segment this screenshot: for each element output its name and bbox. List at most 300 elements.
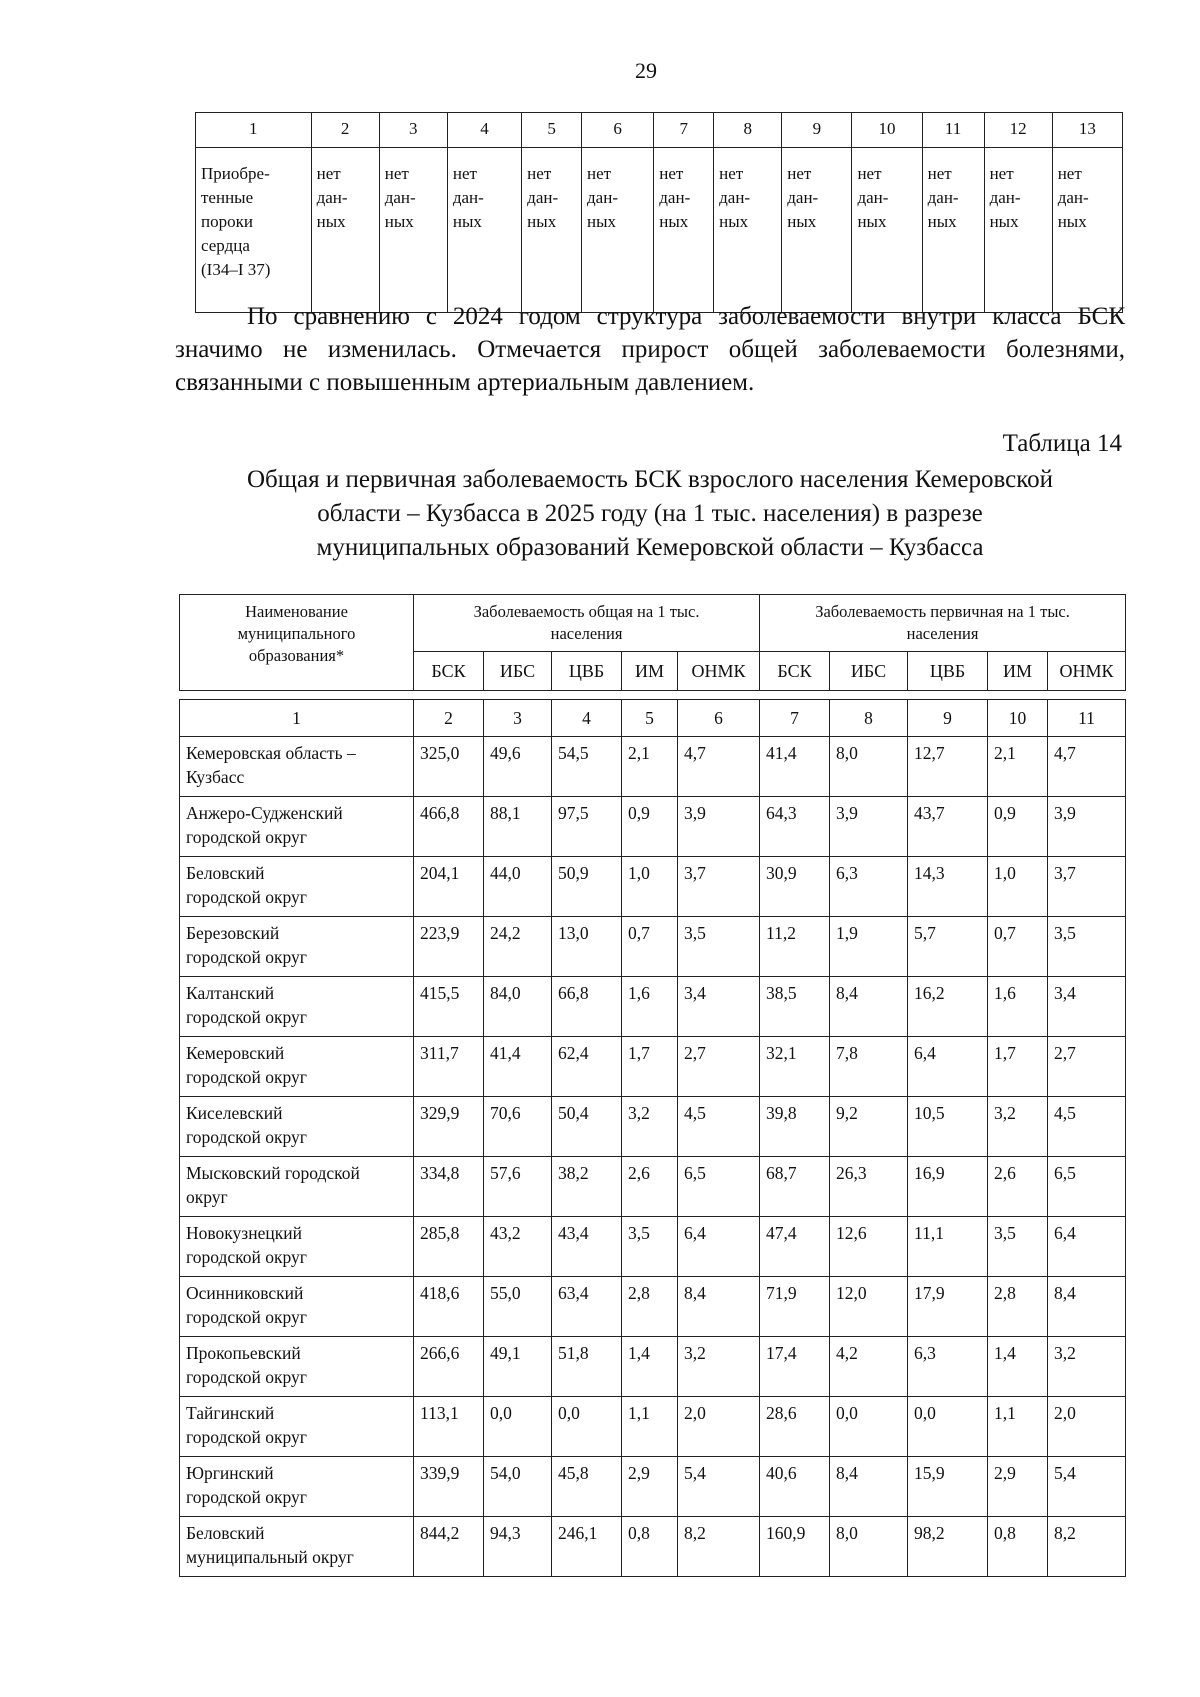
value-cell: 43,2 xyxy=(484,1217,552,1277)
no-data-line: нет xyxy=(587,164,612,183)
value-cell: 3,4 xyxy=(678,977,760,1037)
continuation-data-row xyxy=(196,148,1123,313)
name-line: Беловский xyxy=(186,1523,265,1543)
value-cell: 1,1 xyxy=(988,1397,1048,1457)
value-cell: 7,8 xyxy=(830,1037,908,1097)
value-cell: 16,2 xyxy=(908,977,988,1037)
no-data-line: нет xyxy=(659,164,684,183)
no-data-cell xyxy=(379,148,447,313)
value-cell: 3,7 xyxy=(678,857,760,917)
header-name-column xyxy=(180,595,414,691)
page-number: 29 xyxy=(635,58,657,83)
no-data-line: ных xyxy=(527,212,557,231)
value-cell: 5,7 xyxy=(908,917,988,977)
header-line: муниципального xyxy=(237,624,356,643)
value-cell: 0,0 xyxy=(908,1397,988,1457)
value-cell: 3,9 xyxy=(830,797,908,857)
table-row xyxy=(180,1397,1126,1457)
value-cell: 84,0 xyxy=(484,977,552,1037)
no-data-line: нет xyxy=(384,164,409,183)
no-data-line: дан- xyxy=(316,188,348,207)
name-line: городской округ xyxy=(186,1067,307,1087)
name-line: муниципальный округ xyxy=(186,1547,354,1567)
value-cell: 1,0 xyxy=(622,857,678,917)
header-line: населения xyxy=(906,624,979,643)
name-line: городской округ xyxy=(186,947,307,967)
value-cell: 4,7 xyxy=(678,737,760,797)
value-cell: 2,1 xyxy=(622,737,678,797)
value-cell: 49,6 xyxy=(484,737,552,797)
value-cell: 10,5 xyxy=(908,1097,988,1157)
table-row xyxy=(180,1457,1126,1517)
subcol-header: ИБС xyxy=(830,652,908,691)
value-cell: 5,4 xyxy=(1048,1457,1126,1517)
table-row xyxy=(180,1157,1126,1217)
value-cell: 1,6 xyxy=(988,977,1048,1037)
value-cell: 8,4 xyxy=(830,1457,908,1517)
col-number: 9 xyxy=(782,113,852,148)
municipality-name xyxy=(180,1337,414,1397)
value-cell: 8,2 xyxy=(1048,1517,1126,1577)
name-line: Осинниковский xyxy=(186,1283,304,1303)
table-row xyxy=(180,797,1126,857)
value-cell: 14,3 xyxy=(908,857,988,917)
no-data-line: дан- xyxy=(452,188,484,207)
label-line: тенные xyxy=(201,188,254,207)
value-cell: 57,6 xyxy=(484,1157,552,1217)
col-number: 8 xyxy=(830,700,908,737)
continuation-number-row xyxy=(196,113,1123,148)
value-cell: 64,3 xyxy=(760,797,830,857)
name-line: Кузбасс xyxy=(186,767,245,787)
name-line: Березовский xyxy=(186,923,280,943)
municipality-name xyxy=(180,1517,414,1577)
value-cell: 17,9 xyxy=(908,1277,988,1337)
value-cell: 1,7 xyxy=(622,1037,678,1097)
table-row xyxy=(180,1517,1126,1577)
value-cell: 325,0 xyxy=(414,737,484,797)
value-cell: 45,8 xyxy=(552,1457,622,1517)
table-row xyxy=(180,1217,1126,1277)
col-number: 8 xyxy=(714,113,782,148)
value-cell: 1,0 xyxy=(988,857,1048,917)
table-row xyxy=(180,977,1126,1037)
value-cell: 466,8 xyxy=(414,797,484,857)
no-data-cell xyxy=(714,148,782,313)
value-cell: 41,4 xyxy=(760,737,830,797)
no-data-line: ных xyxy=(452,212,482,231)
value-cell: 39,8 xyxy=(760,1097,830,1157)
value-cell: 8,0 xyxy=(830,1517,908,1577)
col-number: 3 xyxy=(379,113,447,148)
value-cell: 339,9 xyxy=(414,1457,484,1517)
municipality-name xyxy=(180,1277,414,1337)
value-cell: 17,4 xyxy=(760,1337,830,1397)
name-line: городской округ xyxy=(186,1127,307,1147)
value-cell: 71,9 xyxy=(760,1277,830,1337)
no-data-cell xyxy=(522,148,582,313)
body-paragraph: По сравнению с 2024 годом структура заболеваемости внутри класса БСК значимо не изменилась. Отмечается прирост общей заболеваемости болезнями, связанными с повышенным артериальным давлением. xyxy=(175,303,1125,396)
value-cell: 66,8 xyxy=(552,977,622,1037)
value-cell: 1,4 xyxy=(988,1337,1048,1397)
value-cell: 0,7 xyxy=(622,917,678,977)
value-cell: 3,5 xyxy=(678,917,760,977)
name-line: округ xyxy=(186,1187,228,1207)
no-data-line: дан- xyxy=(587,188,618,207)
value-cell: 11,1 xyxy=(908,1217,988,1277)
no-data-line: дан- xyxy=(719,188,751,207)
value-cell: 11,2 xyxy=(760,917,830,977)
caption-line: области – Кузбасса в 2025 году (на 1 тыс. населения) в разрезе xyxy=(317,500,983,527)
value-cell: 1,7 xyxy=(988,1037,1048,1097)
name-line: Тайгинский xyxy=(186,1403,275,1423)
no-data-line: ных xyxy=(659,212,689,231)
label-line: сердца xyxy=(201,236,250,255)
no-data-line: ных xyxy=(857,212,887,231)
no-data-line: нет xyxy=(1057,164,1082,183)
name-line: Прокопьевский xyxy=(186,1343,301,1363)
value-cell: 54,0 xyxy=(484,1457,552,1517)
value-cell: 50,4 xyxy=(552,1097,622,1157)
name-line: городской округ xyxy=(186,1307,307,1327)
value-cell: 6,5 xyxy=(678,1157,760,1217)
label-line: Приобре- xyxy=(201,164,270,183)
col-number: 12 xyxy=(984,113,1052,148)
column-number-row xyxy=(180,700,1126,737)
value-cell: 6,4 xyxy=(1048,1217,1126,1277)
municipality-name xyxy=(180,1217,414,1277)
no-data-line: ных xyxy=(587,212,617,231)
value-cell: 223,9 xyxy=(414,917,484,977)
value-cell: 4,5 xyxy=(678,1097,760,1157)
col-number: 7 xyxy=(654,113,714,148)
caption-line: муниципальных образований Кемеровской области – Кузбасса xyxy=(316,534,984,561)
col-number: 2 xyxy=(414,700,484,737)
value-cell: 49,1 xyxy=(484,1337,552,1397)
value-cell: 0,8 xyxy=(988,1517,1048,1577)
col-number: 1 xyxy=(180,700,414,737)
table-caption xyxy=(185,463,1115,565)
no-data-line: ных xyxy=(787,212,817,231)
subcol-header: ОНМК xyxy=(678,652,760,691)
no-data-line: ных xyxy=(719,212,749,231)
continuation-table xyxy=(195,112,1123,313)
col-number: 6 xyxy=(582,113,654,148)
value-cell: 0,9 xyxy=(988,797,1048,857)
value-cell: 3,2 xyxy=(988,1097,1048,1157)
name-line: городской округ xyxy=(186,1487,307,1507)
col-number: 5 xyxy=(522,113,582,148)
value-cell: 68,7 xyxy=(760,1157,830,1217)
table-row xyxy=(180,1337,1126,1397)
no-data-line: ных xyxy=(1057,212,1087,231)
subcol-header: ИМ xyxy=(988,652,1048,691)
header-line: Заболеваемость первичная на 1 тыс. xyxy=(815,602,1070,621)
name-line: городской округ xyxy=(186,1007,307,1027)
value-cell: 88,1 xyxy=(484,797,552,857)
name-line: Беловский xyxy=(186,863,265,883)
name-line: Калтанский xyxy=(186,983,275,1003)
value-cell: 0,9 xyxy=(622,797,678,857)
value-cell: 38,5 xyxy=(760,977,830,1037)
value-cell: 55,0 xyxy=(484,1277,552,1337)
value-cell: 6,3 xyxy=(908,1337,988,1397)
label-line: пороки xyxy=(201,212,253,231)
caption-line: Общая и первичная заболеваемость БСК взрослого населения Кемеровской xyxy=(246,466,1053,493)
value-cell: 266,6 xyxy=(414,1337,484,1397)
value-cell: 0,0 xyxy=(830,1397,908,1457)
value-cell: 6,4 xyxy=(678,1217,760,1277)
municipality-name xyxy=(180,857,414,917)
value-cell: 94,3 xyxy=(484,1517,552,1577)
value-cell: 2,0 xyxy=(1048,1397,1126,1457)
col-number: 2 xyxy=(311,113,379,148)
no-data-line: дан- xyxy=(659,188,691,207)
value-cell: 6,3 xyxy=(830,857,908,917)
value-cell: 28,6 xyxy=(760,1397,830,1457)
value-cell: 51,8 xyxy=(552,1337,622,1397)
data-table xyxy=(179,699,1126,1577)
value-cell: 2,8 xyxy=(988,1277,1048,1337)
value-cell: 311,7 xyxy=(414,1037,484,1097)
municipality-name xyxy=(180,1097,414,1157)
label-line: (I34–I 37) xyxy=(201,260,271,279)
value-cell: 8,4 xyxy=(678,1277,760,1337)
table-row xyxy=(180,917,1126,977)
name-line: Анжеро-Судженский xyxy=(186,803,343,823)
value-cell: 844,2 xyxy=(414,1517,484,1577)
col-number: 1 xyxy=(196,113,312,148)
header-group-total xyxy=(414,595,760,652)
no-data-line: нет xyxy=(927,164,952,183)
value-cell: 1,1 xyxy=(622,1397,678,1457)
municipality-name xyxy=(180,917,414,977)
name-line: Киселевский xyxy=(186,1103,283,1123)
value-cell: 2,8 xyxy=(622,1277,678,1337)
col-number: 11 xyxy=(1048,700,1126,737)
no-data-line: нет xyxy=(989,164,1014,183)
no-data-cell xyxy=(311,148,379,313)
value-cell: 3,5 xyxy=(622,1217,678,1277)
value-cell: 3,5 xyxy=(988,1217,1048,1277)
value-cell: 3,4 xyxy=(1048,977,1126,1037)
municipality-name xyxy=(180,1457,414,1517)
value-cell: 329,9 xyxy=(414,1097,484,1157)
value-cell: 1,4 xyxy=(622,1337,678,1397)
name-line: Мысковский городской xyxy=(186,1163,360,1183)
value-cell: 41,4 xyxy=(484,1037,552,1097)
value-cell: 0,7 xyxy=(988,917,1048,977)
value-cell: 2,0 xyxy=(678,1397,760,1457)
subcol-header: ЦВБ xyxy=(908,652,988,691)
value-cell: 418,6 xyxy=(414,1277,484,1337)
value-cell: 246,1 xyxy=(552,1517,622,1577)
no-data-line: нет xyxy=(719,164,744,183)
value-cell: 285,8 xyxy=(414,1217,484,1277)
value-cell: 15,9 xyxy=(908,1457,988,1517)
no-data-cell xyxy=(922,148,984,313)
header-group-primary xyxy=(760,595,1126,652)
value-cell: 2,9 xyxy=(988,1457,1048,1517)
table-row xyxy=(180,1037,1126,1097)
value-cell: 2,1 xyxy=(988,737,1048,797)
no-data-cell xyxy=(852,148,922,313)
value-cell: 8,2 xyxy=(678,1517,760,1577)
table-number: Таблица 14 xyxy=(1002,430,1122,457)
no-data-cell xyxy=(582,148,654,313)
data-table-body xyxy=(180,737,1126,1577)
no-data-cell xyxy=(1052,148,1122,313)
header-line: Заболеваемость общая на 1 тыс. xyxy=(473,602,700,621)
value-cell: 334,8 xyxy=(414,1157,484,1217)
value-cell: 5,4 xyxy=(678,1457,760,1517)
col-number: 6 xyxy=(678,700,760,737)
value-cell: 8,4 xyxy=(1048,1277,1126,1337)
no-data-cell xyxy=(984,148,1052,313)
name-line: Кемеровская область – xyxy=(186,743,356,763)
col-number: 4 xyxy=(447,113,521,148)
municipality-name xyxy=(180,1397,414,1457)
no-data-line: ных xyxy=(316,212,346,231)
no-data-line: нет xyxy=(857,164,882,183)
value-cell: 12,7 xyxy=(908,737,988,797)
value-cell: 160,9 xyxy=(760,1517,830,1577)
value-cell: 6,4 xyxy=(908,1037,988,1097)
subcol-header: БСК xyxy=(760,652,830,691)
no-data-cell xyxy=(782,148,852,313)
value-cell: 2,9 xyxy=(622,1457,678,1517)
value-cell: 1,6 xyxy=(622,977,678,1037)
municipality-name xyxy=(180,737,414,797)
value-cell: 44,0 xyxy=(484,857,552,917)
value-cell: 63,4 xyxy=(552,1277,622,1337)
no-data-line: дан- xyxy=(857,188,889,207)
no-data-line: дан- xyxy=(384,188,416,207)
no-data-line: дан- xyxy=(1057,188,1089,207)
name-line: городской округ xyxy=(186,1367,307,1387)
no-data-line: ных xyxy=(927,212,957,231)
value-cell: 70,6 xyxy=(484,1097,552,1157)
table-row xyxy=(180,857,1126,917)
no-data-line: дан- xyxy=(527,188,559,207)
no-data-line: дан- xyxy=(927,188,959,207)
no-data-line: дан- xyxy=(787,188,819,207)
name-line: городской округ xyxy=(186,1247,307,1267)
value-cell: 0,0 xyxy=(552,1397,622,1457)
name-line: городской округ xyxy=(186,827,307,847)
value-cell: 54,5 xyxy=(552,737,622,797)
value-cell: 0,0 xyxy=(484,1397,552,1457)
municipality-name xyxy=(180,977,414,1037)
value-cell: 4,2 xyxy=(830,1337,908,1397)
no-data-line: дан- xyxy=(989,188,1021,207)
col-number: 5 xyxy=(622,700,678,737)
value-cell: 3,7 xyxy=(1048,857,1126,917)
no-data-line: ных xyxy=(989,212,1019,231)
value-cell: 50,9 xyxy=(552,857,622,917)
value-cell: 8,4 xyxy=(830,977,908,1037)
subcol-header: ЦВБ xyxy=(552,652,622,691)
value-cell: 13,0 xyxy=(552,917,622,977)
value-cell: 62,4 xyxy=(552,1037,622,1097)
col-number: 11 xyxy=(922,113,984,148)
no-data-line: нет xyxy=(452,164,477,183)
value-cell: 2,6 xyxy=(988,1157,1048,1217)
value-cell: 8,0 xyxy=(830,737,908,797)
value-cell: 1,9 xyxy=(830,917,908,977)
name-line: Новокузнецкий xyxy=(186,1223,302,1243)
table-header xyxy=(179,594,1126,691)
value-cell: 0,8 xyxy=(622,1517,678,1577)
value-cell: 9,2 xyxy=(830,1097,908,1157)
name-line: Юргинский xyxy=(186,1463,274,1483)
value-cell: 16,9 xyxy=(908,1157,988,1217)
subcol-header: ИМ xyxy=(622,652,678,691)
value-cell: 204,1 xyxy=(414,857,484,917)
header-line: Наименование xyxy=(245,602,348,621)
col-number: 9 xyxy=(908,700,988,737)
value-cell: 2,7 xyxy=(1048,1037,1126,1097)
no-data-line: нет xyxy=(316,164,341,183)
value-cell: 3,5 xyxy=(1048,917,1126,977)
value-cell: 47,4 xyxy=(760,1217,830,1277)
value-cell: 97,5 xyxy=(552,797,622,857)
value-cell: 2,7 xyxy=(678,1037,760,1097)
value-cell: 113,1 xyxy=(414,1397,484,1457)
value-cell: 4,7 xyxy=(1048,737,1126,797)
no-data-line: нет xyxy=(527,164,552,183)
table-row xyxy=(180,1277,1126,1337)
col-number: 10 xyxy=(988,700,1048,737)
value-cell: 415,5 xyxy=(414,977,484,1037)
value-cell: 24,2 xyxy=(484,917,552,977)
col-number: 7 xyxy=(760,700,830,737)
header-line: образования* xyxy=(248,646,345,665)
value-cell: 32,1 xyxy=(760,1037,830,1097)
value-cell: 3,2 xyxy=(678,1337,760,1397)
name-line: городской округ xyxy=(186,887,307,907)
header-line: населения xyxy=(550,624,623,643)
municipality-name xyxy=(180,1157,414,1217)
col-number: 3 xyxy=(484,700,552,737)
col-number: 4 xyxy=(552,700,622,737)
table-row xyxy=(180,737,1126,797)
name-line: городской округ xyxy=(186,1427,307,1447)
table-row xyxy=(180,1097,1126,1157)
value-cell: 2,6 xyxy=(622,1157,678,1217)
value-cell: 98,2 xyxy=(908,1517,988,1577)
value-cell: 4,5 xyxy=(1048,1097,1126,1157)
subcol-header: ОНМК xyxy=(1048,652,1126,691)
col-number: 10 xyxy=(852,113,922,148)
value-cell: 12,0 xyxy=(830,1277,908,1337)
value-cell: 3,9 xyxy=(1048,797,1126,857)
value-cell: 30,9 xyxy=(760,857,830,917)
no-data-cell xyxy=(654,148,714,313)
name-line: Кемеровский xyxy=(186,1043,285,1063)
value-cell: 3,2 xyxy=(1048,1337,1126,1397)
value-cell: 3,9 xyxy=(678,797,760,857)
value-cell: 6,5 xyxy=(1048,1157,1126,1217)
value-cell: 38,2 xyxy=(552,1157,622,1217)
row-label xyxy=(196,148,312,313)
no-data-cell xyxy=(447,148,521,313)
subcol-header: ИБС xyxy=(484,652,552,691)
no-data-line: нет xyxy=(787,164,812,183)
value-cell: 40,6 xyxy=(760,1457,830,1517)
subcol-header: БСК xyxy=(414,652,484,691)
value-cell: 43,4 xyxy=(552,1217,622,1277)
